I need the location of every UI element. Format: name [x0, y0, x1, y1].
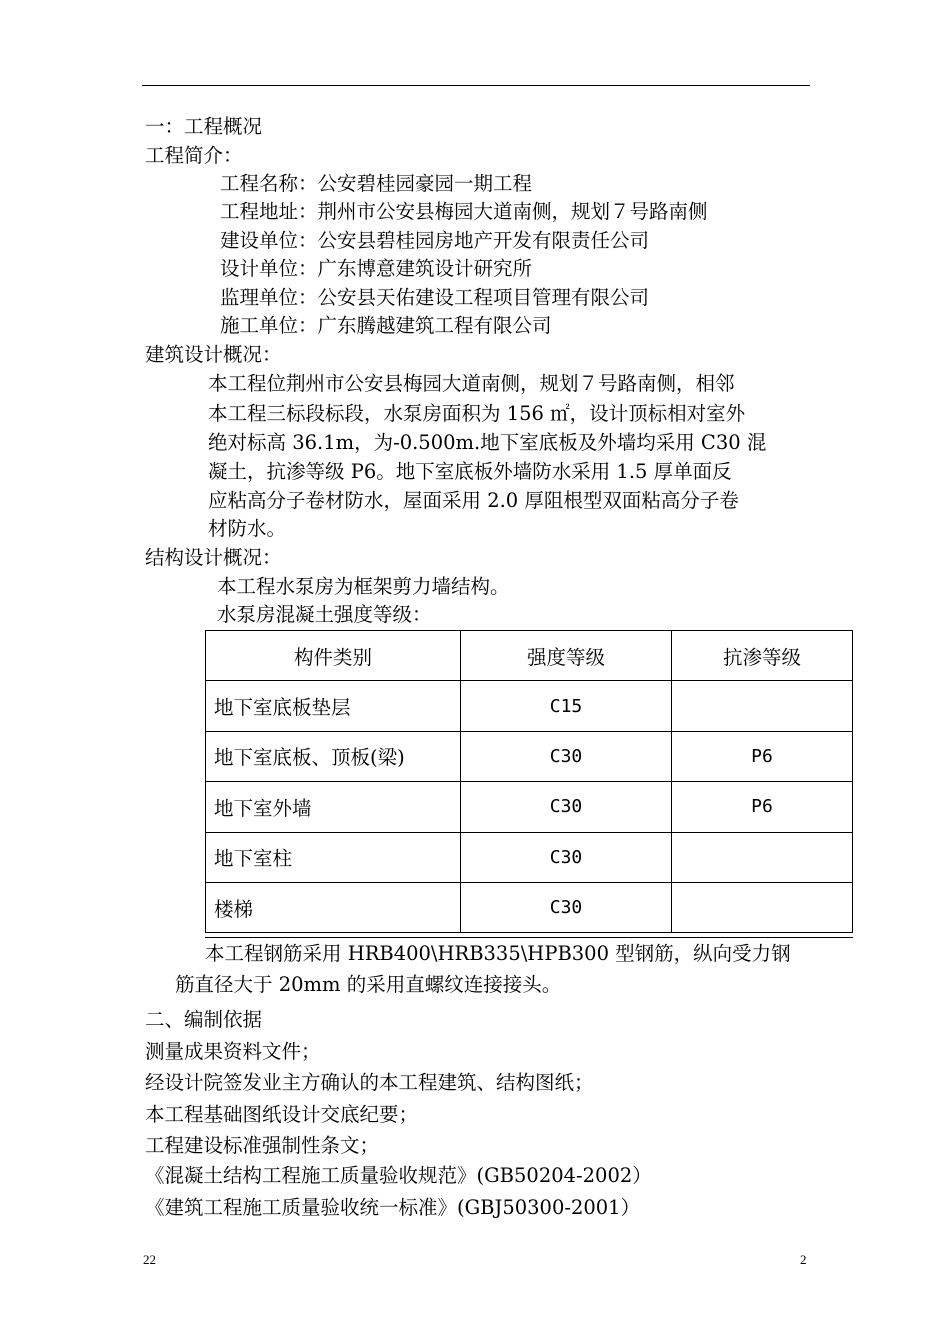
contractor-unit: 施工单位：广东腾越建筑工程有限公司 — [220, 314, 552, 337]
table-header-cell: 抗渗等级 — [672, 631, 853, 681]
footer-left-number: 22 — [143, 1252, 156, 1267]
table-row — [206, 731, 853, 781]
arch-line-1: 本工程位荆州市公安县梅园大道南侧，规划７号路南侧，相邻 — [208, 372, 735, 395]
basis-item: 经设计院签发业主方确认的本工程建筑、结构图纸； — [145, 1071, 594, 1094]
concrete-grade-table — [205, 630, 853, 933]
table-cell: C30 — [461, 782, 672, 832]
arch-line-2: 本工程三标段标段，水泵房面积为 156 ㎡，设计顶标相对室外 — [208, 402, 746, 425]
table-cell: P6 — [672, 731, 853, 781]
basis-item: 《混凝土结构工程施工质量验收规范》(GB50204-2002） — [145, 1164, 652, 1187]
basis-item: 测量成果资料文件； — [145, 1040, 321, 1063]
struct-design-label: 结构设计概况： — [145, 546, 282, 569]
table-cell — [672, 832, 853, 882]
project-address: 工程地址：荆州市公安县梅园大道南侧，规划７号路南侧 — [220, 200, 708, 223]
arch-design-label: 建筑设计概况： — [145, 343, 282, 366]
table-header-cell: 强度等级 — [461, 631, 672, 681]
table-header-cell: 构件类别 — [206, 631, 461, 681]
design-unit: 设计单位：广东博意建筑设计研究所 — [220, 257, 533, 280]
table-cell: 楼梯 — [206, 882, 461, 932]
table-row — [206, 681, 853, 731]
arch-line-6: 材防水。 — [208, 517, 287, 540]
basis-item: 《建筑工程施工质量验收统一标准》(GBJ50300-2001） — [145, 1196, 641, 1219]
table-cell: 地下室底板、顶板(梁) — [206, 731, 461, 781]
table-cell: C15 — [461, 681, 672, 731]
table-cell — [672, 882, 853, 932]
table-row — [206, 832, 853, 882]
arch-line-4: 凝土，抗渗等级 P6。地下室底板外墙防水采用 1.5 厚单面反 — [208, 460, 732, 483]
section-1-heading: 一：工程概况 — [145, 115, 263, 138]
construction-unit: 建设单位：公安县碧桂园房地产开发有限责任公司 — [220, 229, 650, 252]
rebar-line-2: 筋直径大于 20mm 的采用直螺纹连接接头。 — [175, 973, 562, 996]
rebar-line-1: 本工程钢筋采用 HRB400\HRB335\HPB300 型钢筋，纵向受力钢 — [205, 942, 791, 965]
table-cell: C30 — [461, 882, 672, 932]
project-name: 工程名称：公安碧桂园豪园一期工程 — [220, 172, 533, 195]
table-double-rule — [205, 937, 853, 938]
basis-item: 本工程基础图纸设计交底纪要； — [145, 1103, 419, 1126]
table-cell: P6 — [672, 782, 853, 832]
arch-line-5: 应粘高分子卷材防水，屋面采用 2.0 厚阻根型双面粘高分子卷 — [208, 489, 739, 512]
table-row — [206, 882, 853, 932]
basis-item: 工程建设标准强制性条文； — [145, 1134, 380, 1157]
struct-line-1: 本工程水泵房为框架剪力墙结构。 — [217, 575, 510, 598]
table-row — [206, 782, 853, 832]
header-rule — [142, 85, 810, 86]
table-cell: 地下室底板垫层 — [206, 681, 461, 731]
table-cell: 地下室柱 — [206, 832, 461, 882]
intro-label: 工程简介： — [145, 144, 243, 167]
table-cell: C30 — [461, 832, 672, 882]
table-cell — [672, 681, 853, 731]
page-number: 2 — [800, 1252, 807, 1267]
supervision-unit: 监理单位：公安县天佑建设工程项目管理有限公司 — [220, 286, 650, 309]
table-header-row — [206, 631, 853, 681]
table-cell: 地下室外墙 — [206, 782, 461, 832]
section-2-heading: 二、编制依据 — [145, 1008, 263, 1031]
arch-line-3: 绝对标高 36.1m，为-0.500m.地下室底板及外墙均采用 C30 混 — [208, 431, 767, 454]
table-cell: C30 — [461, 731, 672, 781]
struct-line-2: 水泵房混凝土强度等级： — [217, 603, 432, 626]
